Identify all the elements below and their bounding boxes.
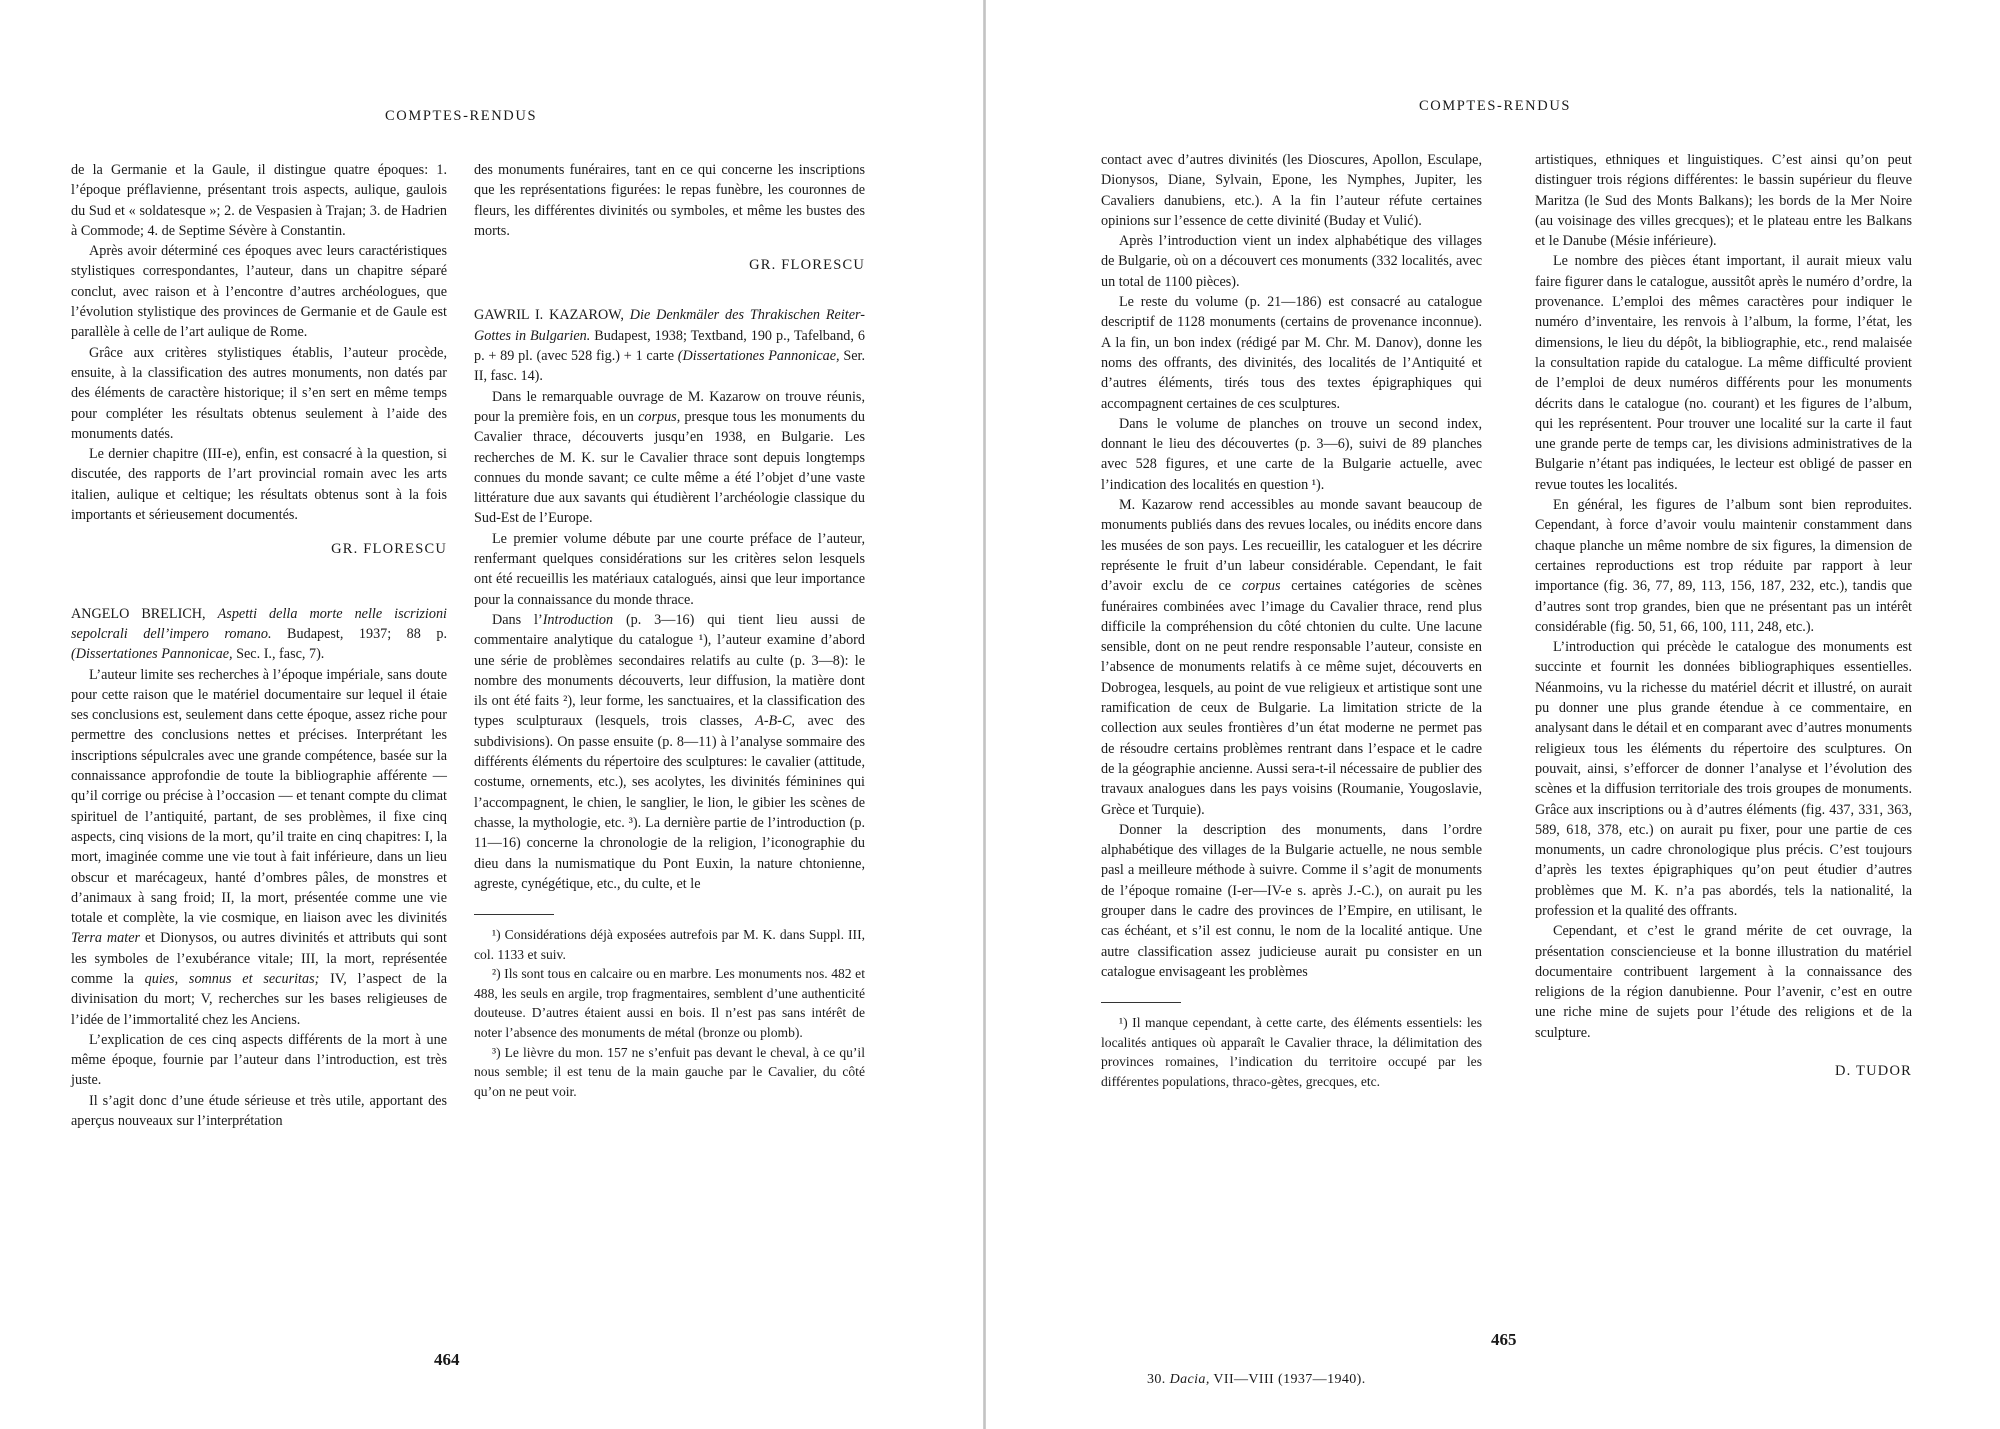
- paragraph: En général, les figures de l’album sont bien reproduites. Cependant, à force d’avoir voulu maintenir constamment dans chaque planche un même nombre de six figures, la dimension de certaines reproductions est trop réduite par rapport à leur importance (fig. 36, 77, 89, 113, 156, 187, 232, etc.), tandis que d’autres sont trop grandes, bien que ne présentant pas un intérêt considérable (fig. 50, 51, 66, 100, 111, 248, etc.).: [1535, 497, 1912, 635]
- paragraph: Il s’agit donc d’une étude sérieuse et très utile, apportant des aperçus nouveaux sur l’interprétation: [71, 1092, 447, 1130]
- footnotes: [474, 925, 865, 1101]
- paragraph: L’introduction qui précède le catalogue des monuments est succinte et fournit les données bibliographiques essentielles. Néanmoins, vu la richesse du matériel décrit et illustré, on aurait pu donner une plus grande étendue à ce commentaire, en analysant dans le détail et en comparant avec d’autres monuments religieux tous les éléments du répertoire des sculptures. On pouvait, ainsi, s’efforcer de donner l’analyse et l’évolution des scènes et la diffusion territoriale des trois groupes de monuments. Grâce aux inscriptions ou à d’autres éléments (fig. 437, 331, 363, 589, 618, 378, etc.) on aurait pu fixer, pour une partie de ces monuments, un cadre chronologique plus précis. C’est toujours d’après les textes épigraphiques qu’on peut étudier d’autres problèmes que M. K. n’a pas abordés, tels la nationalité, la profession et la qualité des offrants.: [1535, 639, 1912, 919]
- column-right-2: [1535, 150, 1912, 1081]
- paragraph: Donner la description des monuments, dans l’ordre alphabétique des villages de la Bulgarie actuelle, ne nous semble pasl a meilleure méthode à suivre. Comme il s’agit de monuments de l’époque romaine (I-er—IV-e s. après J.-C.), on aurait pu les grouper dans le cadre des provinces de l’Empire, en utilisant, le cas échéant, et s’il est connu, le nom de la localité antique. Une autre classification assez judicieuse aurait pu consister en un catalogue envisageant les problèmes: [1101, 821, 1482, 980]
- paragraph: contact avec d’autres divinités (les Dioscures, Apollon, Esculape, Dionysos, Diane, Sylvain, Epone, les Nymphes, Jupiter, les Cavaliers danubiens, etc.). A la fin l’auteur réfute certaines opinions sur l’essence de cette divinité (Buday et Vulić).: [1101, 152, 1482, 229]
- paragraph: L’auteur limite ses recherches à l’époque impériale, sans doute pour cette raison que le matériel documentaire sur lequel il étaie ses conclusions est, seulement dans cette époque, assez riche pour permettre des conclusions nettes et précises. Interprétant les inscriptions sépulcrales avec une grande compétence, basée sur la connaissance approfondie de toute la bibliographie afférente — qu’il corrige ou précise à l’occasion — et tenant compte du climat spirituel de l’antiquité, partant, de ses problèmes, il fixe cinq aspects, cinq visions de la mort, qu’il traite en cinq chapitres: I, la mort, imaginée comme une vie tout à fait inférieure, dans un lieu obscur et marécageux, hanté d’ombres pâles, de monstres et d’animaux à sang froid; II, la mort, présentée comme une vie totale et complète, la vie cosmique, en liaison avec les divinités Terra mater et Dionysos, ou autres divinités et attributs qui sont les symboles de l’exubérance vitale; III, la mort, représentée comme la quies, somnus et securitas; IV, l’aspect de la divinisation du mort; V, recherches sur les bases religieuses de l’idée de l’immortalité chez les Anciens.: [71, 666, 448, 1028]
- paragraph: Le reste du volume (p. 21—186) est consacré au catalogue descriptif de 1128 monuments (certains de provenance inconnue). A la fin, un bon index (rédigé par M. Chr. M. Danov), donne les noms des offrants, des divinités, des localités de l’Antiquité et d’autres éléments, tirés tous des textes épigraphiques qui accompagnent certaines de ces sculptures.: [1101, 294, 1482, 412]
- column-left-1: [71, 160, 447, 1131]
- paragraph: Grâce aux critères stylistiques établis, l’auteur procède, ensuite, à la classification des autres monuments, non datés par des éléments de caractère historique; il s’en sert en même temps pour compléter les résultats obtenus seulement à l’aide des monuments datés.: [71, 344, 447, 442]
- footnote-rule: [1101, 1002, 1181, 1003]
- paragraph: artistiques, ethniques et linguistiques. C’est ainsi qu’on peut distinguer trois régions différentes: le bassin supérieur du fleuve Maritza (le Sud des Monts Balkans); les bords de la Mer Noire (au voisinage des villes grecques); et le plateau entre les Balkans et le Danube (Mésie inférieure).: [1535, 152, 1912, 250]
- book-publication: Budapest, 1938; Textband, 190 p., Tafelband, 6 p. + 89 pl. (avec 528 fig.) + 1 carte: [474, 327, 865, 365]
- reviewer-signature: GR. FLORESCU: [749, 257, 865, 274]
- reviewer-signature: GR. FLORESCU: [331, 541, 447, 558]
- paragraph: Après avoir déterminé ces époques avec leurs caractéristiques stylistiques correspondantes, l’auteur, dans un chapitre séparé conclut, avec raison et à l’encontre d’autres archéologues, que l’évolution stylistique des provinces de Germanie et de Gaule est parallèle à celle de l’art aulique de Rome.: [71, 243, 447, 341]
- book-series: (Dissertationes Pannonicae,: [71, 646, 233, 663]
- reviewer-signature: D. TUDOR: [1834, 1063, 1912, 1080]
- printer-signature: 30. Dacia, VII—VIII (1937—1940).: [1147, 1372, 1366, 1387]
- page-465: [985, 0, 2000, 1429]
- paragraph: de la Germanie et la Gaule, il distingue quatre époques: 1. l’époque préflavienne, présentant trois aspects, aulique, gaulois du Sud et « soldatesque »; 2. de Vespasien à Trajan; 3. de Hadrien à Commode; 4. de Septime Sévère à Constantin.: [71, 162, 447, 239]
- footnote: ¹) Considérations déjà exposées autrefois par M. K. dans Suppl. III, col. 1133 et suiv.: [474, 927, 865, 962]
- running-head: COMPTES-RENDUS: [385, 108, 538, 124]
- book-author: GAWRIL I. KAZAROW,: [474, 307, 624, 324]
- book-series-number: Sec. I., fasc, 7).: [236, 646, 325, 663]
- paragraph: Dans le remarquable ouvrage de M. Kazarow on trouve réunis, pour la première fois, en un corpus, presque tous les monuments du Cavalier thrace, découverts jusqu’en 1938, en Bulgarie. Les recherches de M. K. sur le Cavalier thrace sont depuis longtemps connues du monde savant; ce culte même a été l’objet d’une vaste littérature due aux savants qui étudièrent l’archéologie classique du Sud-Est de l’Europe.: [474, 388, 866, 527]
- book-series: (Dissertationes Pannonicae,: [677, 348, 840, 365]
- book-title: Die Denkmäler des Thrakischen Reiter-Gottes in Bulgarien.: [474, 307, 865, 344]
- paragraph: Le nombre des pièces étant important, il aurait mieux valu faire figurer dans le catalogue, aussitôt après le numéro d’ordre, la provenance. L’emploi des mêmes caractères pour indiquer le numéro d’inventaire, les renvois à l’album, la forme, l’état, les dimensions, le lieu du dépôt, la bibliographie, etc., rend malaisée la consultation rapide du catalogue. La même difficulté provient de l’emploi de deux numéros différents pour les monuments décrits dans le catalogue (no. courant) et les figures de l’album, qui les représentent. Pour trouver une localité sur la carte il faut une grande perte de temps car, les divisions administratives de la Bulgarie n’étant pas indiquées, le lecteur est obligé de passer en revue toutes les localités.: [1535, 253, 1912, 493]
- book-publication: Budapest, 1937; 88 p.: [287, 625, 448, 642]
- book-author: ANGELO BRELICH,: [71, 605, 206, 622]
- page-number: 465: [1491, 1330, 1517, 1349]
- footnote-rule: [474, 914, 554, 915]
- paragraph: M. Kazarow rend accessibles au monde savant beaucoup de monuments publiés dans des revues locales, ou inédits encore dans les musées de son pays. Les recueillir, les cataloguer et les décrire représente le fruit d’un labeur considérable. Cependant, le fait d’avoir exclu de ce corpus certaines catégories de scènes funéraires combinées avec l’image du Cavalier thrace, rend plus difficile la compréhension du côté chtonien du culte. Une lacune sensible, dont on ne peut rendre responsable l’auteur, consiste en l’absence de monuments relatifs à ce même sujet, découverts en Dobrogea, lesquels, au point de vue religieux et artistique sont une ramification de ceux de Bulgarie. La limitation stricte de la collection aux seules frontières d’un état moderne ne permet pas de résoudre certains problèmes rentrant dans l’espace et le cadre de la géographie ancienne. Aussi sera-t-il nécessaire de publier des travaux analogues dans les pays voisins (Roumanie, Yougoslavie, Grèce et Turquie).: [1101, 497, 1482, 818]
- page-number: 464: [434, 1350, 460, 1369]
- review-heading: [71, 604, 447, 665]
- footnote: ²) Ils sont tous en calcaire ou en marbre. Les monuments nos. 482 et 488, les seuls en argile, trop fragmentaires, semblent d’une authenticité douteuse. D’autres étaient aussi en bois. Il n’est pas sans intérêt de noter l’absence des monuments de métal (bronze ou plomb).: [474, 966, 865, 1041]
- paragraph: Le dernier chapitre (III-e), enfin, est consacré à la question, si discutée, des rapports de l’art provincial romain avec les arts italien, aulique et celtique; les résultats obtenus sont à la fois importants et sérieusement documentés.: [71, 446, 447, 524]
- paragraph: Le premier volume débute par une courte préface de l’auteur, renfermant quelques considérations sur les critères selon lesquels ont été recueillis les matériaux catalogués, ainsi que leur importance pour la connaissance du monde thrace.: [474, 530, 865, 608]
- page-464: [0, 0, 985, 1429]
- paragraph: Après l’introduction vient un index alphabétique des villages de Bulgarie, où on a découvert ces monuments (332 localités, avec un total de 1100 pièces).: [1101, 233, 1482, 290]
- paragraph: Dans l’Introduction (p. 3—16) qui tient lieu aussi de commentaire analytique du catalogue ¹), l’auteur examine d’abord une série de problèmes secondaires relatifs au culte (p. 3—8): le nombre des monuments découverts, leur diffusion, la matière dont ils ont été faits ²), leur forme, les sanctuaires, et la classification des types sculpturaux (lesquels, trois classes, A-B-C, avec des subdivisions). On passe ensuite (p. 8—11) à l’analyse sommaire des différents éléments du répertoire des sculptures: le cavalier (attitude, costume, ornements, etc.), ses acolytes, les divinités féminines qui l’accompagnent, le chien, le sanglier, le lion, le gibier les scènes de chasse, la mythologie, etc. ³). La dernière partie de l’introduction (p. 11—16) concerne la chronologie de la religion, l’iconographie du dieu dans la numismatique du Pont Euxin, la nature chtonienne, agreste, cynégétique, etc., du culte, et le: [474, 611, 866, 892]
- column-left-2: [474, 160, 865, 1101]
- book-series-number: Ser. II, fasc. 14).: [474, 348, 866, 385]
- paragraph: Cependant, et c’est le grand mérite de cet ouvrage, la présentation consciencieuse et la bonne illustration du matériel documentaire contribuent largement à la connaissance des religions de la région danubienne. Pour l’avenir, c’est en outre une riche mine de sujets pour l’étude des religions et de la sculpture.: [1535, 923, 1912, 1041]
- paragraph: des monuments funéraires, tant en ce qui concerne les inscriptions que les représentations figurées: le repas funèbre, les couronnes de fleurs, les différentes divinités ou symboles, et même les bustes des morts.: [474, 162, 865, 239]
- paragraph: Dans le volume de planches on trouve un second index, donnant le lieu des découvertes (p. 3—6), suivi de 89 planches avec 528 figures, et une carte de la Bulgarie actuelle, avec l’indication des localités en question ¹).: [1101, 415, 1482, 493]
- review-heading: [474, 305, 865, 386]
- paragraph: L’explication de ces cinq aspects différents de la mort à une même époque, fournie par l’auteur dans l’introduction, est très juste.: [71, 1031, 447, 1089]
- footnote: ³) Le lièvre du mon. 157 ne s’enfuit pas devant le cheval, à ce qu’il nous semble; il est tenu de la main gauche par le Cavalier, du côté qu’on ne peut voir.: [474, 1044, 865, 1099]
- footnote: ¹) Il manque cependant, à cette carte, des éléments essentiels: les localités antiques où apparaît le Cavalier thrace, la délimitation des provinces romaines, l’indication du territoire occupé par les différentes populations, thraco-gètes, grecques, etc.: [1101, 1015, 1482, 1089]
- running-head: COMPTES-RENDUS: [1418, 98, 1572, 114]
- footnotes: [1101, 1013, 1482, 1091]
- book-title: Aspetti della morte nelle iscrizioni sepolcrali dell’impero romano.: [71, 605, 447, 642]
- column-right-1: [1101, 150, 1482, 1092]
